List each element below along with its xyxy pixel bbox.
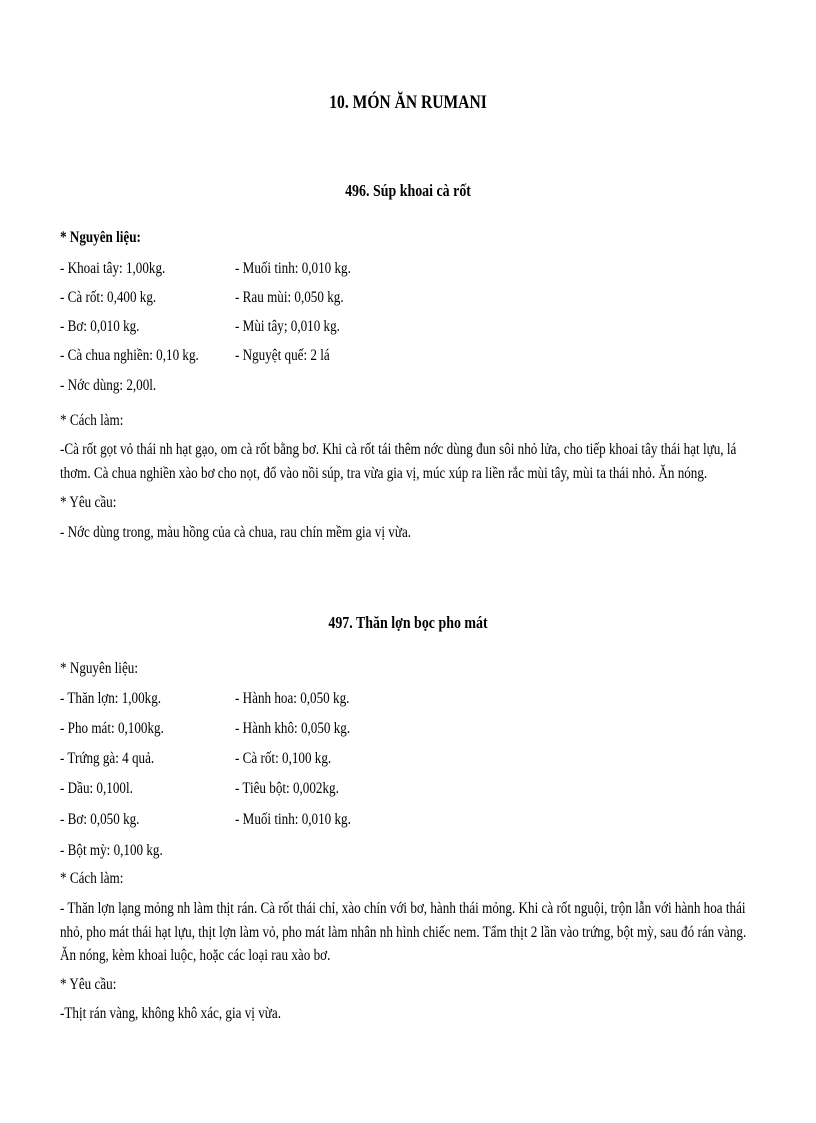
ingredient-item: - Bơ: 0,010 kg. [60, 318, 140, 335]
ingredient-item: - Hành khô: 0,050 kg. [235, 720, 351, 737]
requirements-line: -Thịt rán vàng, không khô xác, gia vị vừa. [60, 1005, 281, 1022]
recipe-title-497: 497. Thăn lợn bọc pho mát [328, 613, 488, 632]
recipe-title-496: 496. Súp khoai cà rốt [345, 181, 471, 200]
method-line: nhỏ, pho mát thái hạt lựu, thịt lợn làm vỏ, pho mát làm nhân nh hình chiếc nem. Tẩm thịt 2 lần vào trứng, bột mỳ, sau đó rán vàng. [60, 924, 747, 941]
ingredient-item: - Rau mùi: 0,050 kg. [235, 289, 344, 306]
ingredient-item: - Bột mỳ: 0,100 kg. [60, 842, 163, 859]
method-line: Ăn nóng, kèm khoai luộc, hoặc các loại rau xào bơ. [60, 947, 331, 964]
ingredient-item: - Hành hoa: 0,050 kg. [235, 690, 350, 707]
method-heading: * Cách làm: [60, 412, 124, 429]
ingredient-item: - Cà chua nghiền: 0,10 kg. [60, 347, 199, 364]
ingredient-item: - Nớc dùng: 2,00l. [60, 377, 157, 394]
requirements-heading: * Yêu cầu: [60, 494, 117, 511]
ingredient-item: - Cà rốt: 0,400 kg. [60, 289, 157, 306]
ingredients-heading: * Nguyên liệu: [60, 229, 141, 246]
ingredient-item: - Bơ: 0,050 kg. [60, 811, 140, 828]
method-heading: * Cách làm: [60, 870, 124, 887]
method-line: thơm. Cà chua nghiền xào bơ cho nọt, đổ vào nồi súp, tra vừa gia vị, múc xúp ra liền rắc mùi tây, mùi ta thái nhỏ. Ăn nóng. [60, 465, 708, 482]
ingredient-item: - Mùi tây; 0,010 kg. [235, 318, 340, 335]
ingredients-heading: * Nguyên liệu: [60, 660, 138, 677]
method-line: - Thăn lợn lạng mỏng nh làm thịt rán. Cà rốt thái chỉ, xào chín với bơ, hành thái mỏng. Khi cà rốt nguội, trộn lẫn với hành hoa thái [60, 900, 746, 917]
requirements-heading: * Yêu cầu: [60, 976, 117, 993]
ingredient-item: - Nguyệt quế: 2 lá [235, 347, 330, 364]
ingredient-item: - Pho mát: 0,100kg. [60, 720, 164, 737]
ingredient-item: - Tiêu bột: 0,002kg. [235, 780, 339, 797]
ingredient-item: - Thăn lợn: 1,00kg. [60, 690, 162, 707]
ingredient-item: - Muối tinh: 0,010 kg. [235, 260, 351, 277]
ingredient-item: - Trứng gà: 4 quả. [60, 750, 155, 767]
ingredient-item: - Muối tinh: 0,010 kg. [235, 811, 351, 828]
ingredient-item: - Cà rốt: 0,100 kg. [235, 750, 332, 767]
ingredient-item: - Khoai tây: 1,00kg. [60, 260, 166, 277]
chapter-title: 10. MÓN ĂN RUMANI [329, 92, 487, 113]
method-line: -Cà rốt gọt vỏ thái nh hạt gạo, om cà rốt bằng bơ. Khi cà rốt tái thêm nớc dùng đun sôi nhỏ lửa, cho tiếp khoai tây thái hạt lựu, lá [60, 441, 737, 458]
requirements-line: - Nớc dùng trong, màu hồng của cà chua, rau chín mềm gia vị vừa. [60, 524, 412, 541]
ingredient-item: - Dầu: 0,100l. [60, 780, 133, 797]
